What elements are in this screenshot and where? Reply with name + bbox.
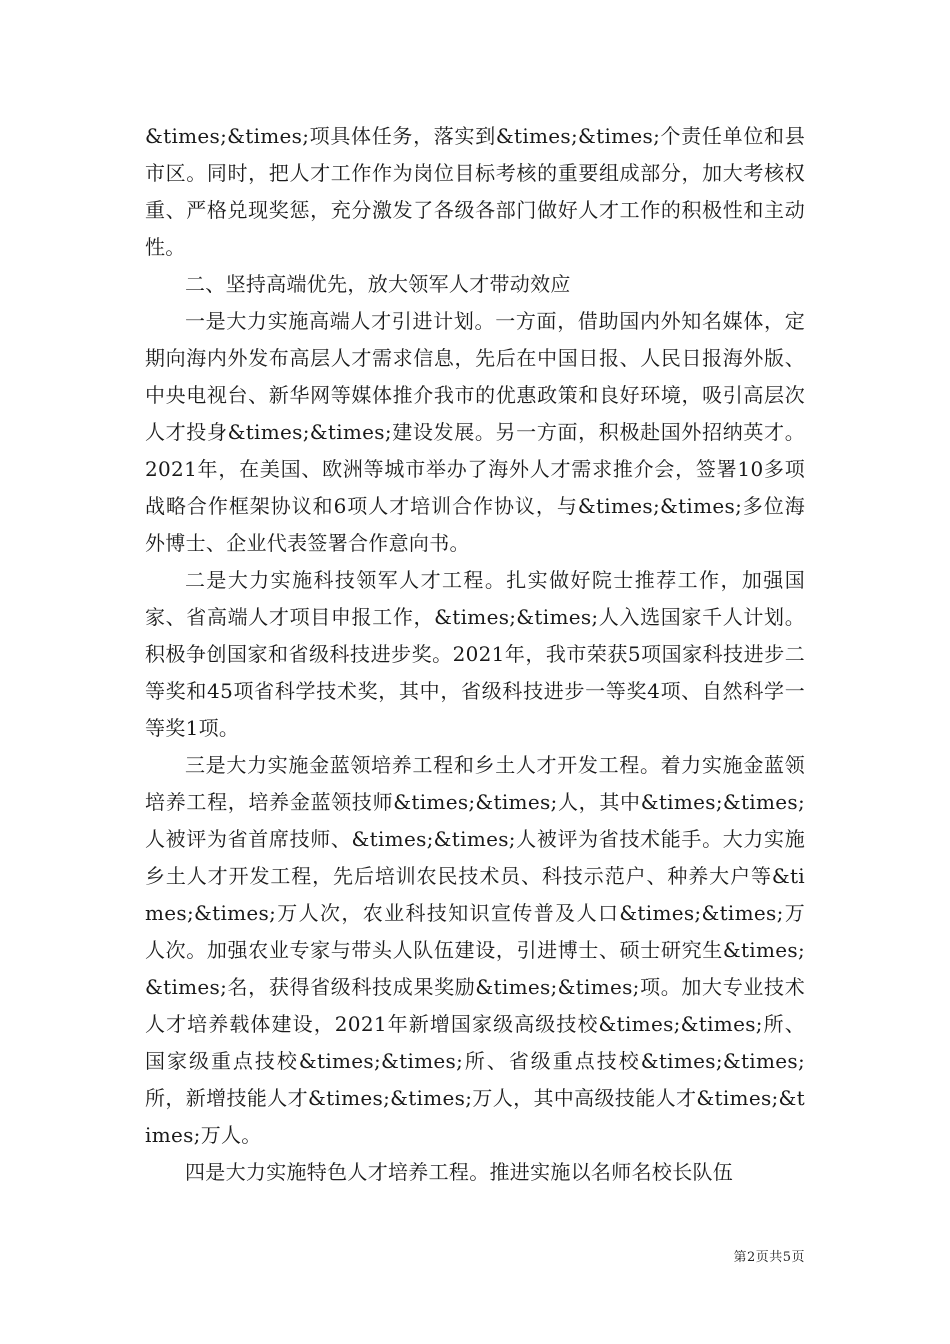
paragraph-high-end-talent: 一是大力实施高端人才引进计划。一方面，借助国内外知名媒体，定期向海内外发布高层人才需求信息，先后在中国日报、人民日报海外版、中央电视台、新华网等媒体推介我市的优惠政策和良好环境，吸引高层次人才投身&times;&times;建设发展。另一方面，积极赴国外招纳英才。2021年，在美国、欧洲等城市举办了海外人才需求推介会，签署10多项战略合作框架协议和6项人才培训合作协议，与&times;&times;多位海外博士、企业代表签署合作意向书。: [145, 309, 805, 555]
page-footer: [733, 1246, 805, 1265]
paragraph-tech-leaders: 二是大力实施科技领军人才工程。扎实做好院士推荐工作，加强国家、省高端人才项目申报工作，&times;&times;人入选国家千人计划。积极争创国家和省级科技进步奖。2021年，我市荣获5项国家科技进步二等奖和45项省科学技术奖，其中，省级科技进步一等奖4项、自然科学一等奖1项。: [145, 568, 805, 740]
paragraph-special-talent: 四是大力实施特色人才培养工程。推进实施以名师名校长队伍: [185, 1160, 734, 1184]
page-number-label: 第2页共5页: [733, 1250, 805, 1265]
section-heading: 二、坚持高端优先，放大领军人才带动效应: [185, 272, 571, 296]
paragraph-blue-collar-rural: 三是大力实施金蓝领培养工程和乡土人才开发工程。着力实施金蓝领培养工程，培养金蓝领技师&times;&times;人，其中&times;&times;人被评为省首席技师、&times;&times;人被评为省技术能手。大力实施乡土人才开发工程，先后培训农民技术员、科技示范户、种养大户等&times;&times;万人次，农业科技知识宣传普及人口&times;&times;万人次。加强农业专家与带头人队伍建设，引进博士、硕士研究生&times;&times;名，获得省级科技成果奖励&times;&times;项。加大专业技术人才培养载体建设，2021年新增国家级高级技校&times;&times;所、国家级重点技校&times;&times;所、省级重点技校&times;&times;所，新增技能人才&times;&times;万人，其中高级技能人才&times;&times;万人。: [145, 753, 805, 1147]
paragraph-continuation: &times;&times;项具体任务，落实到&times;&times;个责任单位和县市区。同时，把人才工作作为岗位目标考核的重要组成部分，加大考核权重、严格兑现奖惩，充分激发了各级各部门做好人才工作的积极性和主动性。: [145, 124, 805, 259]
document-body: [145, 118, 805, 1191]
